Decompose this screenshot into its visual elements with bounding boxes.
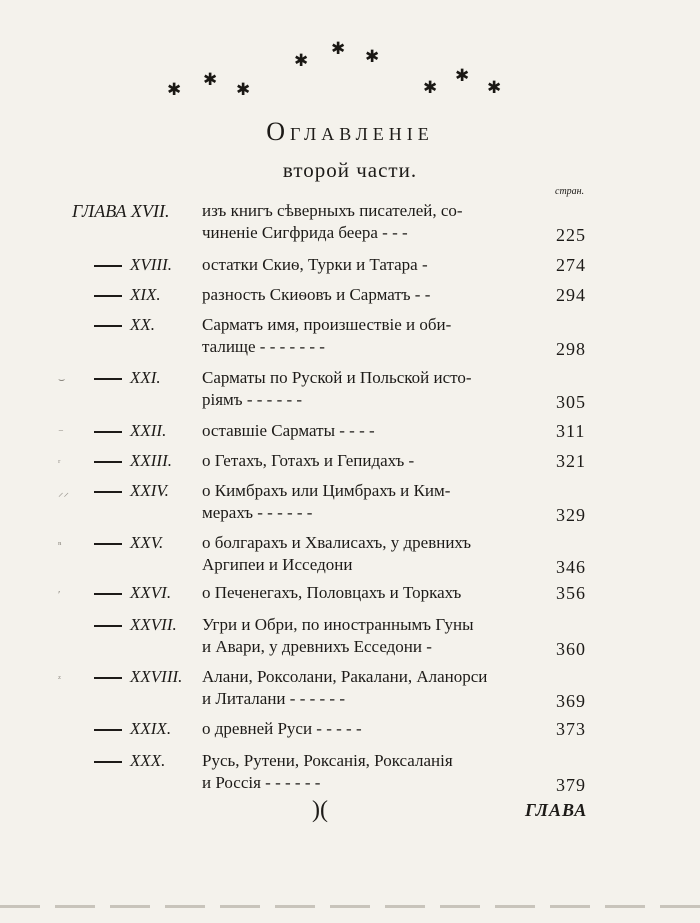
star-ornament (0, 0, 700, 110)
page-number: 294 (556, 285, 586, 305)
ditto-dash (94, 378, 122, 380)
page-column-label: стран. (555, 186, 585, 197)
chapter-number: XXIV. (130, 481, 169, 500)
ditto-dash (94, 729, 122, 731)
star-icon: ✱ (423, 78, 438, 97)
chapter-title (202, 718, 542, 740)
chapter-number: XXVI. (130, 583, 172, 602)
chapter-title (202, 480, 542, 524)
ditto-dash (94, 677, 122, 679)
chapter-title-line: и Авари, у древнихъ Есседони - (202, 637, 432, 656)
page-number: 321 (556, 451, 586, 471)
page-title: Оглавленіе (266, 117, 434, 146)
chapter-number: XXIII. (130, 451, 173, 470)
chapter-title-line: талище - - - - - - - (202, 337, 325, 356)
ditto-dash (94, 325, 122, 327)
chapter-title (202, 450, 542, 472)
ditto-dash (94, 625, 122, 627)
catchword: ГЛАВА (525, 800, 588, 820)
chapter-title (202, 582, 542, 604)
chapter-title-line: и Литалани - - - - - - (202, 689, 345, 708)
page-number: 305 (556, 392, 586, 412)
margin-mark: ⁻ (58, 427, 64, 439)
star-icon: ✱ (236, 80, 251, 99)
star-icon: ✱ (167, 80, 182, 99)
chapter-title-line: ріямъ - - - - - - (202, 390, 303, 409)
ditto-dash (94, 295, 122, 297)
chapter-title-line: Русь, Рутени, Роксанія, Роксаланія (202, 751, 453, 770)
chapter-title (202, 614, 542, 658)
page-number: 369 (556, 691, 586, 711)
page-number: 360 (556, 639, 586, 659)
ditto-dash (94, 593, 122, 595)
page-number: 379 (556, 775, 586, 795)
margin-mark: ⸝⸝ (58, 487, 69, 499)
chapter-title-line: изъ книгъ сѣверныхъ писателей, со- (202, 201, 463, 220)
ditto-dash (94, 461, 122, 463)
chapter-title-line: Сарматъ имя, произшествіе и оби- (202, 315, 452, 334)
chapter-title-line: о древней Руси - - - - - (202, 719, 362, 738)
chapter-title-line: и Россія - - - - - - (202, 773, 321, 792)
chapter-title-line: о болгарахъ и Хвалисахъ, у древнихъ (202, 533, 472, 552)
chapter-title-line: о Кимбрахъ или Цимбрахъ и Ким- (202, 481, 451, 500)
chapter-title (202, 532, 542, 576)
page-number: 274 (556, 255, 586, 275)
chapter-number: XIX. (130, 285, 161, 304)
chapter-number: ГЛАВА XVII. (72, 201, 170, 221)
chapter-number: XXX. (130, 751, 166, 770)
page-subtitle: второй части. (282, 158, 418, 182)
chapter-title (202, 200, 542, 244)
page-number: 311 (556, 421, 586, 441)
chapter-title (202, 367, 542, 411)
page-number: 298 (556, 339, 586, 359)
margin-mark: ʹ (58, 589, 61, 601)
chapter-title-line: Алани, Роксолани, Ракалани, Аланорси (202, 667, 488, 686)
page-number: 346 (556, 557, 586, 577)
ditto-dash (94, 761, 122, 763)
chapter-title (202, 420, 542, 442)
margin-mark: ⁿ (58, 539, 62, 551)
signature-mark: )( (312, 797, 328, 823)
page-number: 329 (556, 505, 586, 525)
chapter-number: XXVII. (130, 615, 177, 634)
chapter-title-line: Сарматы по Руской и Польской исто- (202, 368, 472, 387)
star-icon: ✱ (365, 47, 380, 66)
star-icon: ✱ (331, 39, 346, 58)
margin-mark: ⌣ (58, 374, 66, 386)
chapter-number: XVIII. (130, 255, 173, 274)
chapter-title-line: о Печенегахъ, Половцахъ и Торкахъ (202, 583, 462, 602)
chapter-number: XXI. (130, 368, 161, 387)
ditto-dash (94, 431, 122, 433)
chapter-number: XX. (130, 315, 156, 334)
chapter-title-line: Угри и Обри, по иностраннымъ Гуны (202, 615, 474, 634)
star-icon: ✱ (487, 78, 502, 97)
chapter-title-line: чиненіе Сигфрида беера - - - (202, 223, 408, 242)
chapter-number: XXII. (130, 421, 167, 440)
chapter-number: XXV. (130, 533, 164, 552)
page-number: 373 (556, 719, 586, 739)
chapter-title (202, 750, 542, 794)
ditto-dash (94, 491, 122, 493)
chapter-number: XXIX. (130, 719, 172, 738)
star-icon: ✱ (455, 66, 470, 85)
page-number: 356 (556, 583, 586, 603)
chapter-title-line: о Гетахъ, Готахъ и Гепидахъ - (202, 451, 415, 470)
chapter-title (202, 666, 542, 710)
page-edge-divider (0, 905, 700, 908)
chapter-title (202, 314, 542, 358)
margin-mark: ʳ (58, 457, 61, 469)
chapter-title-line: остатки Скиѳ, Турки и Татара - (202, 255, 428, 274)
chapter-title (202, 254, 542, 276)
chapter-title (202, 284, 542, 306)
ditto-dash (94, 543, 122, 545)
page-number: 225 (556, 225, 586, 245)
chapter-number: XXVIII. (130, 667, 183, 686)
chapter-title-line: разность Скиѳовъ и Сарматъ - - (202, 285, 431, 304)
chapter-title-line: мерахъ - - - - - - (202, 503, 313, 522)
ditto-dash (94, 265, 122, 267)
star-icon: ✱ (203, 70, 218, 89)
margin-mark: ᶻ (58, 673, 62, 685)
chapter-title-line: оставшіе Сарматы - - - - (202, 421, 375, 440)
chapter-title-line: Аргипеи и Исседони (202, 555, 353, 574)
star-icon: ✱ (294, 51, 309, 70)
